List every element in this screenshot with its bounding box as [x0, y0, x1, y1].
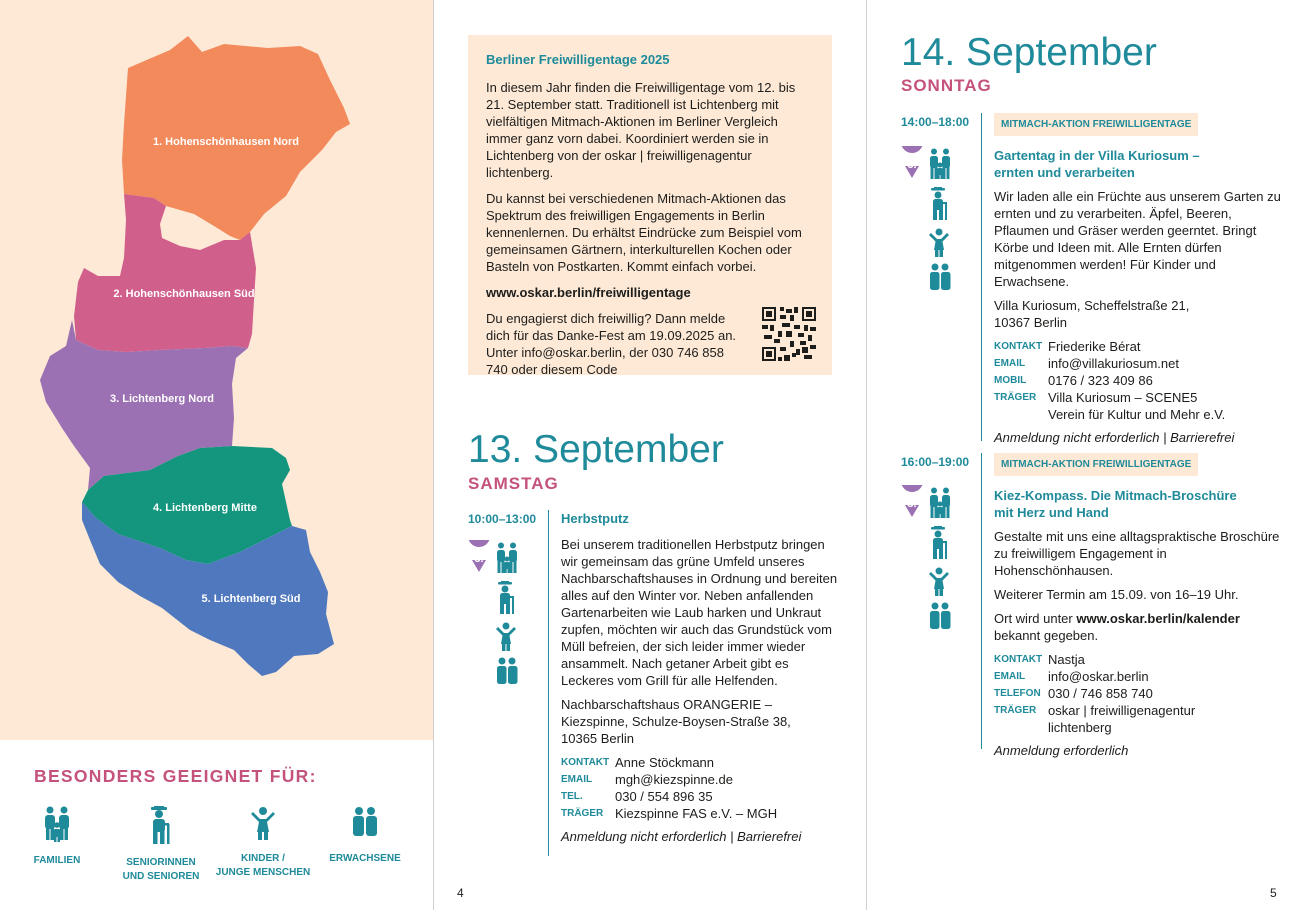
target-group-icons: [901, 485, 955, 633]
day-13-weekday: SAMSTAG: [468, 474, 559, 493]
district-map-page: [0, 0, 464, 910]
event-kiezkompass-time: 16:00–19:00: [901, 455, 970, 469]
event-kiezkompass-extra: Weiterer Termin am 15.09. von 16–19 Uhr.: [994, 587, 1239, 602]
day-14-weekday: SONNTAG: [901, 76, 992, 95]
contact-key: KONTAKT: [994, 654, 1043, 665]
district-pin-number: 3.: [907, 159, 917, 171]
legend-item-families: [2, 806, 112, 868]
contact-key: KONTAKT: [994, 341, 1043, 352]
district-4-label: 4. Lichtenberg Mitte: [153, 502, 257, 514]
page-number-right: 5: [1270, 886, 1277, 900]
sponsor-value: oskar | freiwilligenagentur: [1048, 703, 1196, 718]
sponsor-key: TRÄGER: [561, 808, 604, 819]
location-line-1: Villa Kuriosum, Scheffelstraße 21,: [994, 298, 1190, 313]
event-herbstputz-contacts: [561, 754, 840, 822]
sponsor-key: TRÄGER: [994, 392, 1037, 403]
contact-name: Nastja: [1048, 652, 1085, 667]
event-herbstputz-note: Anmeldung nicht erforderlich | Barrierefrei: [561, 829, 802, 844]
adults-icon: [497, 658, 518, 685]
phone-value: 030 / 554 896 35: [615, 789, 713, 804]
mobile-value: 0176 / 323 409 86: [1048, 373, 1153, 388]
adults-icon: [930, 264, 951, 291]
event-herbstputz-time: 10:00–13:00: [468, 512, 537, 526]
location-line-3: 10365 Berlin: [561, 731, 634, 746]
event-gartentag-location: [994, 297, 1281, 331]
district-pin-number: 3.: [474, 553, 484, 565]
map-panel: [0, 0, 433, 740]
email-key: EMAIL: [994, 671, 1026, 682]
info-paragraph-3: Du engagierst dich freiwillig? Dann melde dich für das Danke-Fest am 19.09.2025 an. Unter info@oskar.berlin, der 030 746 858 740 oder diesem Code: [486, 311, 737, 377]
email-key: EMAIL: [994, 358, 1026, 369]
district-3-label: 3. Lichtenberg Nord: [110, 393, 214, 405]
district-pin-icon: [901, 146, 923, 178]
legend-item-adults: [310, 806, 420, 866]
contact-name: Anne Stöckmann: [615, 755, 715, 770]
child-icon: [250, 806, 276, 840]
district-5-label: 5. Lichtenberg Süd: [201, 593, 301, 605]
location-pre: Ort wird unter: [994, 611, 1077, 626]
info-box: [468, 35, 832, 375]
legend-title: BESONDERS GEEIGNET FÜR:: [34, 766, 317, 786]
info-title: Berliner Freiwilligentage 2025: [486, 52, 670, 67]
event-gartentag-badge: MITMACH-AKTION FREIWILLIGENTAGE: [994, 113, 1198, 136]
email-value[interactable]: info@villakuriosum.net: [1048, 356, 1179, 371]
legend-label-adults: ERWACHSENE: [329, 853, 401, 864]
calendar-link[interactable]: www.oskar.berlin/kalender: [1076, 611, 1240, 626]
contact-name: Friederike Bérat: [1048, 339, 1141, 354]
info-link[interactable]: www.oskar.berlin/freiwilligentage: [486, 285, 691, 300]
senior-icon: [931, 526, 947, 559]
child-icon: [496, 623, 516, 652]
family-icon: [930, 488, 950, 519]
event-gartentag-note: Anmeldung nicht erforderlich | Barrierefrei: [994, 430, 1235, 445]
event-kiezkompass-description: Gestalte mit uns eine alltagspraktische Broschüre zu freiwilligem Engagement in Hohenschönhausen.: [994, 529, 1280, 578]
page-number-left: 4: [457, 886, 464, 900]
sponsor-value: Kiezspinne FAS e.V. – MGH: [615, 806, 778, 821]
event-kiezkompass: [981, 453, 1281, 758]
legend-label-children-line1: KINDER /: [241, 853, 285, 864]
legend-item-seniors: [106, 806, 216, 884]
legend-label-families: FAMILIEN: [33, 855, 81, 866]
sponsor-key: TRÄGER: [994, 705, 1037, 716]
info-paragraph-2: Du kannst bei verschiedenen Mitmach-Aktionen das Spektrum des freiwilligen Engagements in Berlin kennenlernen. Du erhältst Eindrücke zum Beispiel vom gemeinsamen Gärtnern, interkulturellen Kochen oder Basteln von Postkarten. Kommt einfach vorbei.: [486, 191, 802, 274]
event-gartentag-title: [994, 147, 1281, 181]
phone-value: 030 / 746 858 740: [1048, 686, 1153, 701]
district-map: [0, 0, 433, 740]
email-value[interactable]: mgh@kiezspinne.de: [615, 772, 733, 787]
event-kiezkompass-note: Anmeldung erforderlich: [994, 743, 1129, 758]
event-herbstputz-location: [561, 696, 840, 747]
email-value[interactable]: info@oskar.berlin: [1048, 669, 1149, 684]
district-pin-icon: [468, 540, 490, 572]
adults-icon: [352, 806, 378, 840]
mobile-key: MOBIL: [994, 375, 1027, 386]
district-1-label: 1. Hohenschönhausen Nord: [152, 136, 300, 148]
phone-key: TEL.: [561, 791, 583, 802]
sponsor-value-cont: lichtenberg: [1048, 720, 1112, 735]
phone-key: TELEFON: [994, 688, 1041, 699]
location-post: bekannt gegeben.: [994, 628, 1099, 643]
event-kiezkompass-contacts: [994, 651, 1281, 736]
sponsor-value: Villa Kuriosum – SCENE5: [1048, 390, 1198, 405]
target-group-legend: [0, 740, 433, 910]
info-paragraph-1: In diesem Jahr finden die Freiwilligentage vom 12. bis 21. September statt. Traditionell ist Lichtenberg mit vielfältigen Mitmach-Aktionen im Berliner Vergleich immer ganz vorn dabei. Koordiniert werden sie in Lichtenberg von der oskar | freiwilligenagentur lichtenberg.: [486, 80, 796, 180]
page-4-content: [434, 0, 865, 910]
district-pin-icon: [901, 485, 923, 517]
title-line-1: Gartentag in der Villa Kuriosum –: [994, 148, 1200, 163]
sponsor-key-cont: [994, 406, 1048, 423]
event-herbstputz-icons: [468, 540, 522, 688]
location-line-1: Nachbarschaftshaus ORANGERIE –: [561, 697, 772, 712]
event-herbstputz: [548, 510, 840, 856]
child-icon: [929, 229, 949, 258]
family-icon: [930, 149, 950, 180]
target-group-icons: [901, 146, 955, 294]
page-5-content: [867, 0, 1300, 910]
legend-label-seniors-line2: UND SENIOREN: [122, 871, 200, 882]
child-icon: [929, 568, 949, 597]
event-herbstputz-description: Bei unserem traditionellen Herbstputz bringen wir gemeinsam das grüne Umfeld unseres Nachbarschaftshauses in Ordnung und bereiten alles auf den Winter vor. Neben anfallenden Gartenarbeiten wie Laub harken und Unkraut zupfen, möchten wir auch das Grundstück vom Müll befreien, der sich leider immer wieder ansammelt. Nach getaner Arbeit gibt es Leckeres vom Grill für alle Helfenden.: [561, 537, 838, 688]
location-line-2: 10367 Berlin: [994, 315, 1067, 330]
event-gartentag-icons: [901, 146, 955, 294]
qr-code-icon[interactable]: [762, 307, 816, 361]
district-2-label: 2. Hohenschönhausen Süd: [113, 288, 255, 300]
sponsor-value-cont: Verein für Kultur und Mehr e.V.: [1048, 407, 1226, 422]
senior-icon: [498, 581, 514, 614]
event-gartentag-contacts: [994, 338, 1281, 423]
event-kiezkompass-icons: [901, 485, 955, 633]
adults-icon: [930, 603, 951, 630]
event-kiezkompass-badge: MITMACH-AKTION FREIWILLIGENTAGE: [994, 453, 1198, 476]
contact-key: KONTAKT: [561, 757, 610, 768]
event-kiezkompass-title: [994, 487, 1281, 521]
legend-label-seniors-line1: SENIORINNEN: [126, 857, 196, 868]
event-kiezkompass-location: [994, 610, 1281, 644]
sponsor-key-cont: [994, 719, 1048, 736]
event-gartentag-time: 14:00–18:00: [901, 115, 970, 129]
title-line-2: mit Herz und Hand: [994, 505, 1109, 520]
family-icon: [42, 806, 72, 842]
district-pin-number: 3.: [907, 498, 917, 510]
legend-label-children-line2: JUNGE MENSCHEN: [215, 867, 311, 878]
email-key: EMAIL: [561, 774, 593, 785]
family-icon: [497, 543, 517, 574]
event-gartentag: [981, 113, 1281, 445]
senior-icon: [148, 806, 174, 844]
event-gartentag-description: Wir laden alle ein Früchte aus unserem Garten zu ernten und zu verarbeiten. Äpfel, Beeren, Pflaumen und Gräser werden geerntet. Bringt Körbe und Ideen mit. Alle Ernten dürfen mitgenommen werden! Für Kinder und Erwachsene.: [994, 189, 1281, 289]
title-line-1: Kiez-Kompass. Die Mitmach-Broschüre: [994, 488, 1237, 503]
event-herbstputz-title: Herbstputz: [561, 511, 629, 526]
senior-icon: [931, 187, 947, 220]
day-14-title: 14. September: [901, 31, 1157, 74]
target-group-icons: [468, 540, 522, 688]
location-line-2: Kiezspinne, Schulze-Boysen-Straße 38,: [561, 714, 791, 729]
legend-item-children: [208, 806, 318, 880]
day-13-title: 13. September: [468, 428, 724, 471]
title-line-2: ernten und verarbeiten: [994, 165, 1135, 180]
